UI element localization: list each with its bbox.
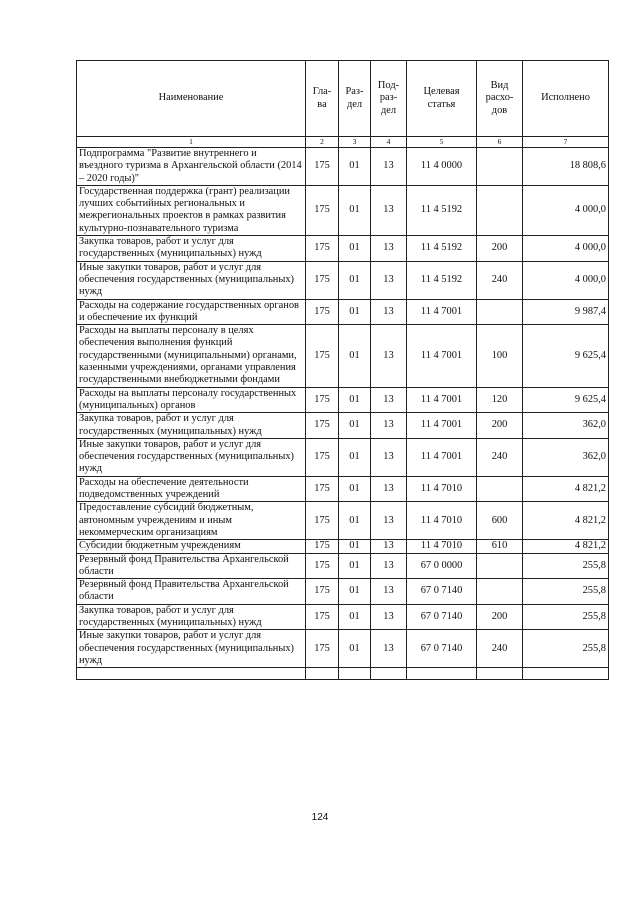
column-number: 1	[77, 137, 306, 148]
header-statya	[407, 61, 477, 137]
row-glava-cell: 175	[306, 413, 339, 439]
row-razdel-cell: 01	[339, 438, 371, 476]
table-row	[77, 476, 609, 502]
row-amount-cell: 362,0	[523, 413, 609, 439]
row-razdel-cell: 01	[339, 413, 371, 439]
row-glava-cell: 175	[306, 540, 339, 553]
header-vid-label: Вид расхо- дов	[485, 79, 514, 116]
row-razdel-cell: 01	[339, 630, 371, 668]
row-podrazdel-cell: 13	[371, 476, 407, 502]
row-glava-cell: 175	[306, 502, 339, 540]
row-vid-cell: 610	[477, 540, 523, 553]
header-row	[77, 61, 609, 137]
column-number: 6	[477, 137, 523, 148]
row-statya-cell: 11 4 5192	[407, 261, 477, 299]
row-razdel-cell: 01	[339, 579, 371, 605]
row-statya-cell: 67 0 7140	[407, 630, 477, 668]
table-row	[77, 261, 609, 299]
row-statya-cell: 11 4 5192	[407, 236, 477, 262]
table-body	[77, 148, 609, 680]
row-razdel-cell: 01	[339, 553, 371, 579]
row-statya-cell: 11 4 7001	[407, 438, 477, 476]
row-vid-cell: 240	[477, 630, 523, 668]
row-vid-cell: 200	[477, 604, 523, 630]
row-amount-cell: 4 000,0	[523, 236, 609, 262]
row-razdel-cell: 01	[339, 476, 371, 502]
row-razdel-cell: 01	[339, 325, 371, 387]
row-razdel-cell: 01	[339, 261, 371, 299]
row-statya-cell: 67 0 7140	[407, 604, 477, 630]
row-podrazdel-cell: 13	[371, 261, 407, 299]
header-name	[77, 61, 306, 137]
row-name-cell: Иные закупки товаров, работ и услуг для обеспечения государственных (муниципальных) нужд	[77, 438, 306, 476]
row-name-cell: Субсидии бюджетным учреждениям	[77, 540, 306, 553]
row-amount-cell: 9 987,4	[523, 299, 609, 325]
row-amount-cell: 9 625,4	[523, 387, 609, 413]
column-number: 7	[523, 137, 609, 148]
row-vid-cell	[477, 476, 523, 502]
row-glava-cell: 175	[306, 553, 339, 579]
header-razdel-label: Раз- дел	[345, 86, 364, 110]
row-glava-cell: 175	[306, 299, 339, 325]
row-glava-cell: 175	[306, 261, 339, 299]
row-podrazdel-cell: 13	[371, 630, 407, 668]
row-name-cell: Расходы на обеспечение деятельности подведомственных учреждений	[77, 476, 306, 502]
row-glava-cell: 175	[306, 476, 339, 502]
row-podrazdel-cell: 13	[371, 325, 407, 387]
row-glava-cell: 175	[306, 185, 339, 235]
row-podrazdel-cell: 13	[371, 236, 407, 262]
column-number: 3	[339, 137, 371, 148]
row-podrazdel-cell: 13	[371, 553, 407, 579]
row-name-cell: Резервный фонд Правительства Архангельской области	[77, 553, 306, 579]
page-number: 124	[311, 812, 329, 823]
row-name-cell: Закупка товаров, работ и услуг для государственных (муниципальных) нужд	[77, 236, 306, 262]
row-vid-cell: 200	[477, 413, 523, 439]
header-amount	[523, 61, 609, 137]
row-name-cell: Подпрограмма "Развитие внутреннего и въездного туризма в Архангельской области (2014 – 2020 годы)"	[77, 148, 306, 186]
row-razdel-cell: 01	[339, 148, 371, 186]
row-podrazdel-cell: 13	[371, 579, 407, 605]
column-number-row	[77, 137, 609, 148]
row-vid-cell	[477, 553, 523, 579]
row-glava-cell: 175	[306, 438, 339, 476]
row-name-cell: Закупка товаров, работ и услуг для государственных (муниципальных) нужд	[77, 604, 306, 630]
table-row	[77, 630, 609, 668]
row-glava-cell: 175	[306, 148, 339, 186]
row-statya-cell: 11 4 7010	[407, 540, 477, 553]
header-razdel	[339, 61, 371, 137]
row-statya-cell: 11 4 0000	[407, 148, 477, 186]
row-podrazdel-cell: 13	[371, 148, 407, 186]
row-statya-cell: 11 4 7001	[407, 299, 477, 325]
header-glava-label: Гла- ва	[312, 86, 332, 110]
table-row	[77, 579, 609, 605]
row-statya-cell: 11 4 7001	[407, 387, 477, 413]
column-number: 4	[371, 137, 407, 148]
table-row	[77, 604, 609, 630]
header-podrazdel	[371, 61, 407, 137]
row-vid-cell	[477, 148, 523, 186]
row-amount-cell: 4 821,2	[523, 540, 609, 553]
row-amount-cell: 255,8	[523, 630, 609, 668]
row-glava-cell: 175	[306, 325, 339, 387]
row-razdel-cell: 01	[339, 185, 371, 235]
row-amount-cell: 4 000,0	[523, 185, 609, 235]
row-amount-cell: 255,8	[523, 579, 609, 605]
table-row	[77, 540, 609, 553]
row-vid-cell: 600	[477, 502, 523, 540]
row-name-cell: Расходы на выплаты персоналу в целях обеспечения выполнения функций государственными (муниципальными) органами, казенными учреждениями, органами управления государственными внебюджетными фондами	[77, 325, 306, 387]
row-vid-cell: 240	[477, 438, 523, 476]
table-row	[77, 185, 609, 235]
row-podrazdel-cell: 13	[371, 387, 407, 413]
row-podrazdel-cell: 13	[371, 604, 407, 630]
row-razdel-cell: 01	[339, 236, 371, 262]
row-glava-cell: 175	[306, 387, 339, 413]
table-row	[77, 236, 609, 262]
row-statya-cell: 67 0 0000	[407, 553, 477, 579]
row-razdel-cell: 01	[339, 540, 371, 553]
row-glava-cell: 175	[306, 579, 339, 605]
header-amount-label: Исполнено	[541, 92, 590, 104]
row-name-cell: Государственная поддержка (грант) реализации лучших событийных региональных и межрегиональных проектов в рамках развития культурно-познавательного туризма	[77, 185, 306, 235]
table-row	[77, 413, 609, 439]
row-vid-cell	[477, 579, 523, 605]
table-row	[77, 438, 609, 476]
row-name-cell: Иные закупки товаров, работ и услуг для обеспечения государственных (муниципальных) нужд	[77, 261, 306, 299]
row-podrazdel-cell: 13	[371, 540, 407, 553]
table-row	[77, 325, 609, 387]
row-amount-cell: 4 821,2	[523, 476, 609, 502]
row-vid-cell: 200	[477, 236, 523, 262]
table-row	[77, 387, 609, 413]
row-razdel-cell: 01	[339, 299, 371, 325]
row-vid-cell: 100	[477, 325, 523, 387]
column-number: 2	[306, 137, 339, 148]
row-name-cell: Закупка товаров, работ и услуг для государственных (муниципальных) нужд	[77, 413, 306, 439]
row-name-cell: Расходы на содержание государственных органов и обеспечение их функций	[77, 299, 306, 325]
row-razdel-cell: 01	[339, 604, 371, 630]
row-glava-cell: 175	[306, 236, 339, 262]
row-name-cell: Предоставление субсидий бюджетным, автономным учреждениям и иным некоммерческим организациям	[77, 502, 306, 540]
header-podrazdel-label: Под- раз- дел	[377, 79, 400, 116]
row-name-cell: Расходы на выплаты персоналу государственных (муниципальных) органов	[77, 387, 306, 413]
table-row	[77, 148, 609, 186]
row-podrazdel-cell: 13	[371, 438, 407, 476]
row-amount-cell: 255,8	[523, 553, 609, 579]
row-podrazdel-cell: 13	[371, 299, 407, 325]
row-amount-cell: 4 000,0	[523, 261, 609, 299]
header-glava	[306, 61, 339, 137]
column-number: 5	[407, 137, 477, 148]
row-statya-cell: 11 4 7001	[407, 325, 477, 387]
row-name-cell: Иные закупки товаров, работ и услуг для обеспечения государственных (муниципальных) нужд	[77, 630, 306, 668]
row-amount-cell: 9 625,4	[523, 325, 609, 387]
row-name-cell: Резервный фонд Правительства Архангельской области	[77, 579, 306, 605]
row-razdel-cell: 01	[339, 502, 371, 540]
row-statya-cell: 11 4 7010	[407, 502, 477, 540]
table-row	[77, 299, 609, 325]
header-name-label: Наименование	[158, 92, 224, 104]
table-row	[77, 502, 609, 540]
row-glava-cell: 175	[306, 630, 339, 668]
row-amount-cell: 255,8	[523, 604, 609, 630]
table-row	[77, 553, 609, 579]
row-razdel-cell: 01	[339, 387, 371, 413]
row-statya-cell: 11 4 7010	[407, 476, 477, 502]
row-vid-cell: 120	[477, 387, 523, 413]
row-podrazdel-cell: 13	[371, 413, 407, 439]
row-glava-cell: 175	[306, 604, 339, 630]
header-statya-label: Целевая статья	[423, 86, 460, 110]
row-amount-cell: 18 808,6	[523, 148, 609, 186]
row-vid-cell	[477, 299, 523, 325]
row-statya-cell: 11 4 7001	[407, 413, 477, 439]
row-amount-cell: 362,0	[523, 438, 609, 476]
table-row-empty	[77, 668, 609, 680]
row-statya-cell: 11 4 5192	[407, 185, 477, 235]
row-podrazdel-cell: 13	[371, 185, 407, 235]
row-podrazdel-cell: 13	[371, 502, 407, 540]
row-statya-cell: 67 0 7140	[407, 579, 477, 605]
row-amount-cell: 4 821,2	[523, 502, 609, 540]
header-vid	[477, 61, 523, 137]
row-vid-cell: 240	[477, 261, 523, 299]
row-vid-cell	[477, 185, 523, 235]
budget-table	[76, 60, 609, 680]
